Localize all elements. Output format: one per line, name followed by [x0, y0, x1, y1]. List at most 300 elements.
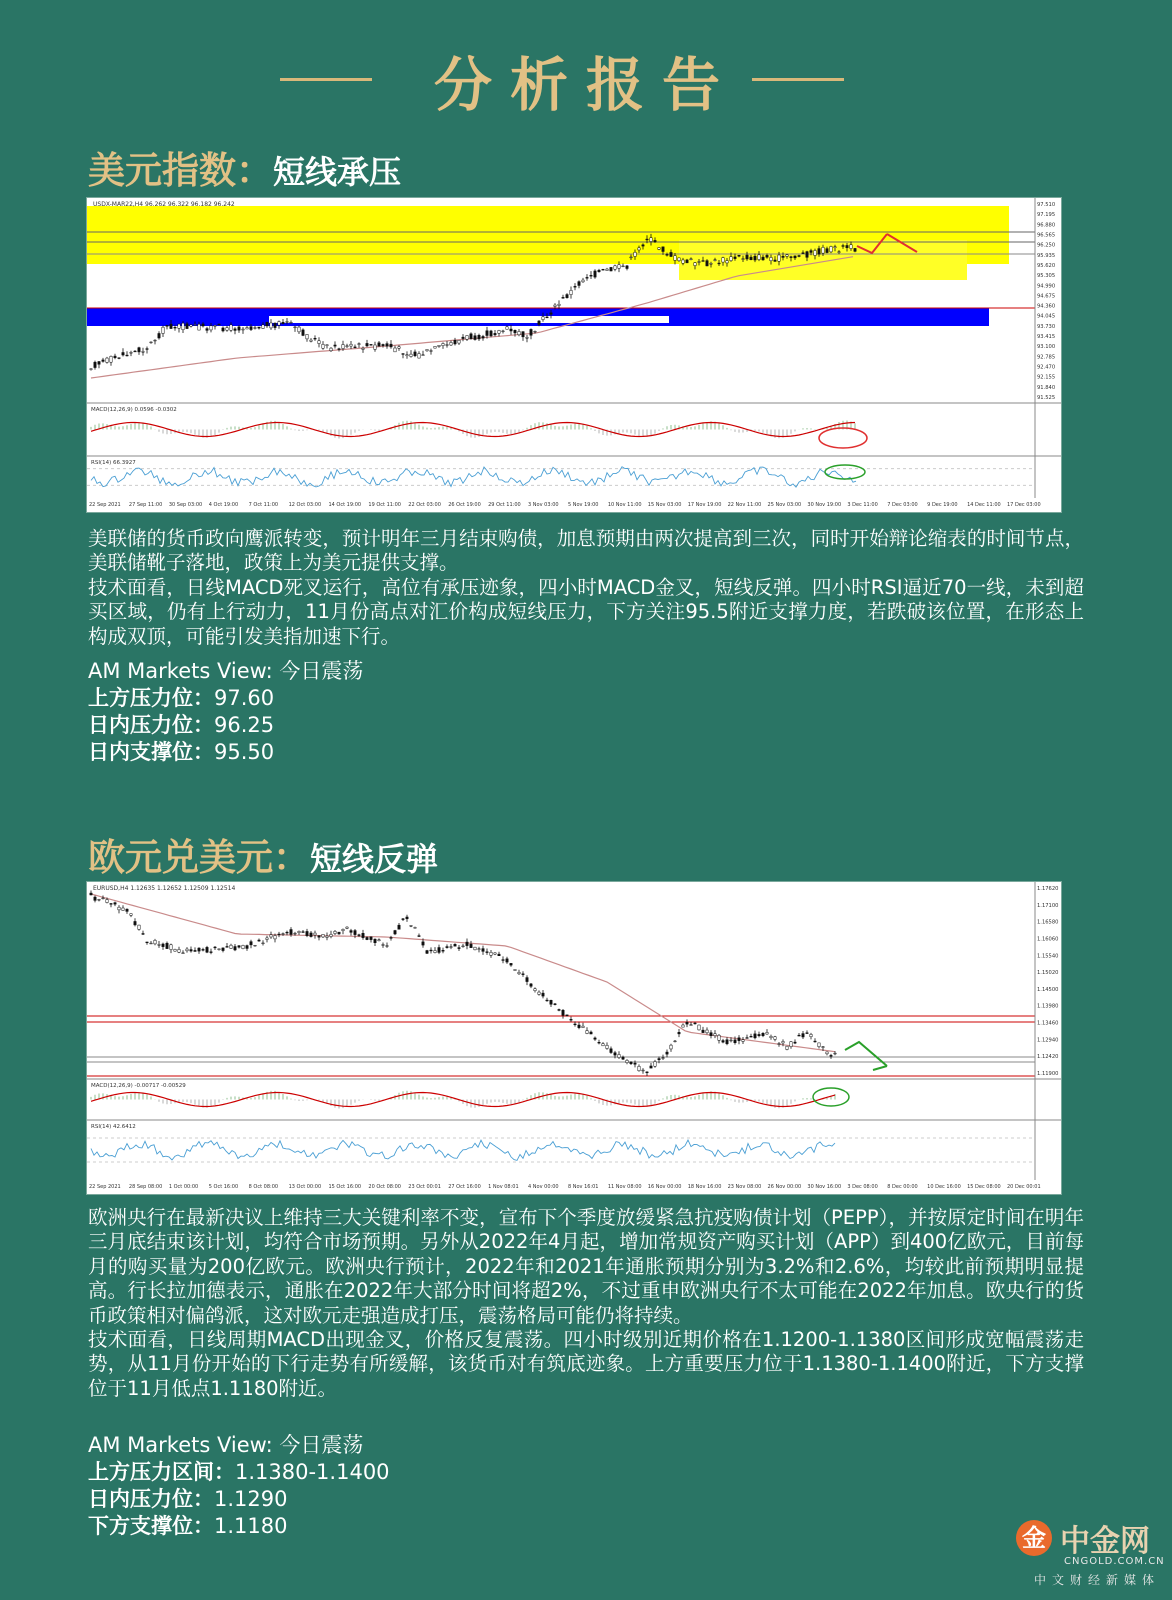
date-tick-label: 12 Oct 03:00	[288, 502, 322, 508]
usd-index-level-row	[88, 712, 363, 739]
candle-body	[202, 949, 204, 950]
candle-body	[486, 331, 488, 336]
candle-body	[458, 948, 460, 949]
rsi-highlight-circle	[825, 465, 865, 479]
eurusd-level-row	[88, 1459, 390, 1486]
candle-body	[262, 325, 264, 329]
date-tick-label: 1 Nov 08:01	[488, 1184, 519, 1190]
date-tick-label: 25 Nov 03:00	[767, 502, 802, 508]
candle-body	[274, 936, 276, 939]
candle-body	[378, 940, 380, 941]
candle-body	[786, 255, 788, 257]
candle-body	[594, 1038, 596, 1039]
date-tick-label: 26 Oct 19:00	[448, 502, 481, 508]
candle-body	[502, 960, 504, 961]
candle-body	[474, 947, 476, 950]
candle-body	[838, 252, 840, 253]
candle-body	[498, 330, 500, 333]
candle-body	[806, 252, 808, 258]
price-tick-label: 1.13460	[1037, 1020, 1059, 1027]
candle-body	[162, 944, 164, 947]
candle-body	[378, 343, 380, 346]
date-tick-label: 20 Dec 00:01	[1007, 1184, 1041, 1190]
candle-body	[654, 240, 656, 241]
candle-body	[670, 252, 672, 256]
candle-body	[554, 1004, 556, 1005]
candle-body	[230, 945, 232, 948]
price-tick-label: 93.415	[1037, 334, 1056, 341]
candle-body	[630, 257, 632, 258]
date-tick-label: 22 Sep 2021	[89, 1184, 121, 1190]
candle-body	[226, 946, 228, 947]
candle-body	[550, 1000, 552, 1004]
level-label: 日内压力位：	[88, 713, 214, 737]
candle-body	[522, 974, 524, 975]
candle-body	[302, 330, 304, 336]
candle-body	[786, 1046, 788, 1049]
candle-body	[738, 1038, 740, 1041]
candle-body	[470, 944, 472, 948]
candle-body	[718, 263, 720, 264]
eurusd-view-heading: AM Markets View: 今日震荡	[88, 1433, 364, 1457]
candle-body	[722, 1041, 724, 1043]
date-tick-label: 3 Nov 03:00	[528, 502, 559, 508]
candle-body	[342, 929, 344, 930]
candle-body	[702, 261, 704, 262]
candle-body	[442, 344, 444, 346]
candle-body	[550, 313, 552, 315]
candle-body	[718, 1035, 720, 1040]
candle-body	[578, 1025, 580, 1028]
candle-body	[478, 335, 480, 339]
candle-body	[526, 337, 528, 338]
candle-body	[530, 329, 532, 335]
rsi-label: RSI(14) 42.6412	[91, 1124, 136, 1130]
candle-body	[686, 1022, 688, 1024]
candle-body	[90, 369, 92, 370]
candle-body	[650, 238, 652, 242]
candle-body	[134, 921, 136, 924]
price-tick-label: 1.11900	[1037, 1071, 1059, 1077]
candle-body	[746, 255, 748, 259]
candle-body	[418, 936, 420, 937]
candle-body	[522, 332, 524, 337]
candle-body	[206, 329, 208, 331]
candle-body	[690, 259, 692, 260]
candle-body	[422, 942, 424, 945]
candle-body	[574, 1024, 576, 1025]
candle-body	[294, 933, 296, 934]
candle-body	[810, 251, 812, 253]
candle-body	[478, 949, 480, 950]
section-title-sub: 短线承压	[273, 153, 402, 191]
candle-body	[638, 248, 640, 250]
candle-body	[626, 1060, 628, 1062]
candle-body	[350, 344, 352, 346]
date-tick-label: 15 Dec 08:00	[967, 1184, 1001, 1190]
level-value: 1.1380-1.1400	[235, 1460, 390, 1484]
candle-body	[386, 344, 388, 346]
candle-body	[102, 898, 104, 899]
candle-body	[566, 1015, 568, 1016]
candle-body	[694, 1023, 696, 1024]
date-tick-label: 3 Dec 08:00	[847, 1184, 878, 1190]
price-tick-label: 1.12420	[1037, 1054, 1059, 1061]
candle-body	[362, 933, 364, 937]
candle-body	[542, 317, 544, 320]
level-value: 97.60	[214, 686, 275, 710]
usd-index-level-row	[88, 739, 363, 766]
candle-body	[322, 934, 324, 937]
candle-body	[710, 263, 712, 264]
candle-body	[770, 1036, 772, 1037]
candle-body	[306, 931, 308, 935]
candle-body	[370, 344, 372, 345]
candle-body	[230, 325, 232, 330]
candle-body	[166, 325, 168, 326]
candle-body	[246, 946, 248, 949]
candle-body	[370, 937, 372, 940]
date-tick-label: 1 Oct 00:00	[168, 1184, 199, 1190]
candle-body	[722, 258, 724, 262]
candle-body	[498, 954, 500, 956]
price-tick-label: 1.15540	[1037, 953, 1059, 960]
candle-body	[122, 908, 124, 910]
price-tick-label: 92.785	[1037, 354, 1056, 361]
date-tick-label: 30 Sep 03:00	[168, 502, 203, 508]
macd-signal-line	[91, 423, 855, 437]
candle-body	[778, 1044, 780, 1045]
candle-body	[850, 245, 852, 249]
date-tick-label: 20 Oct 08:00	[368, 1184, 402, 1190]
candle-body	[650, 1066, 652, 1068]
candle-body	[614, 1053, 616, 1055]
candle-body	[706, 1030, 708, 1033]
candle-body	[694, 263, 696, 266]
candle-body	[482, 949, 484, 952]
candle-body	[586, 1031, 588, 1034]
candle-body	[94, 362, 96, 367]
eurusd-paragraph-1: 欧洲央行在最新决议上维持三大关键利率不变，宣布下个季度放缓紧急抗疫购债计划（PEPP），并按原定时间在明年三月底结束该计划，均符合市场预期。另外从2022年4月起，增加常规资产购买计划（APP）到400亿欧元，目前每月的购买量为200亿欧元。欧洲央行预计，2022年和2021年通胀预期分别为3.2%和2.6%，均较此前预期明显提高。行长拉加德表示，通胀在2022年大部分时间将超2%，不过重申欧洲央行不太可能在2022年加息。欧央行的货币政策相对偏鸽派，这对欧元走强造成打压，震荡格局可能仍将持续。	[88, 1206, 1084, 1327]
candle-body	[626, 266, 628, 269]
price-tick-label: 1.15020	[1037, 970, 1059, 977]
candle-body	[790, 257, 792, 258]
candle-body	[686, 260, 688, 263]
report-title: 分析报告	[433, 51, 738, 119]
price-tick-label: 94.360	[1037, 303, 1056, 310]
candle-body	[146, 349, 148, 350]
candle-body	[374, 939, 376, 943]
candle-body	[430, 950, 432, 951]
candle-body	[798, 256, 800, 257]
price-tick-label: 1.14500	[1037, 986, 1059, 993]
candle-body	[830, 246, 832, 251]
candle-body	[570, 1019, 572, 1020]
candle-body	[602, 1044, 604, 1046]
level-label: 日内压力位：	[88, 1487, 214, 1511]
candle-body	[706, 261, 708, 266]
candle-body	[210, 326, 212, 330]
date-tick-label: 30 Nov 19:00	[807, 502, 842, 508]
candle-body	[318, 936, 320, 938]
candle-body	[846, 245, 848, 247]
candle-body	[426, 349, 428, 350]
price-tick-label: 92.155	[1037, 374, 1056, 381]
candle-body	[742, 1040, 744, 1042]
candle-body	[602, 269, 604, 270]
candle-body	[374, 345, 376, 349]
chart-header-label: USDX-MAR22,H4 96.262 96.322 96.182 96.242	[93, 201, 235, 208]
candle-body	[714, 1034, 716, 1036]
candle-body	[302, 932, 304, 933]
candle-body	[242, 329, 244, 330]
candle-body	[630, 1062, 632, 1064]
date-tick-label: 8 Nov 16:01	[567, 1184, 599, 1190]
candle-body	[782, 256, 784, 257]
candle-body	[606, 269, 608, 270]
candle-body	[294, 327, 296, 328]
candle-body	[514, 330, 516, 333]
candle-body	[770, 257, 772, 260]
candle-body	[558, 1009, 560, 1010]
candle-body	[526, 978, 528, 982]
candle-body	[642, 1070, 644, 1071]
candle-body	[254, 328, 256, 329]
candle-body	[734, 1040, 736, 1043]
candle-body	[466, 942, 468, 946]
rsi-label: RSI(14) 66.3927	[91, 460, 136, 466]
candle-body	[642, 245, 644, 246]
candle-body	[162, 327, 164, 333]
cngold-logo-tagline: 中文财经新媒体	[1034, 1573, 1161, 1587]
candle-body	[134, 351, 136, 352]
candle-body	[754, 256, 756, 260]
candle-body	[578, 282, 580, 286]
candle-body	[114, 903, 116, 904]
eurusd-chart	[86, 881, 1062, 1195]
candle-body	[462, 946, 464, 947]
candle-body	[506, 959, 508, 962]
candle-body	[638, 1066, 640, 1070]
candle-body	[98, 362, 100, 365]
candle-body	[98, 899, 100, 900]
candle-body	[258, 327, 260, 328]
candle-body	[282, 934, 284, 935]
candle-body	[514, 969, 516, 970]
candle-body	[258, 940, 260, 941]
candle-body	[90, 893, 92, 895]
candle-body	[154, 340, 156, 341]
candle-body	[822, 247, 824, 253]
level-label: 上方压力区间：	[88, 1460, 235, 1484]
candle-body	[366, 343, 368, 345]
date-tick-label: 15 Oct 16:00	[328, 1184, 362, 1190]
level-label: 日内支撑位：	[88, 740, 214, 764]
candle-body	[262, 943, 264, 944]
candle-body	[318, 341, 320, 344]
candle-body	[182, 323, 184, 330]
candle-body	[762, 1033, 764, 1035]
section-title-sub: 短线反弹	[310, 840, 439, 878]
candle-body	[434, 950, 436, 952]
candle-body	[570, 290, 572, 294]
date-tick-label: 16 Nov 00:00	[647, 1184, 682, 1190]
candle-body	[774, 260, 776, 261]
candle-body	[198, 324, 200, 330]
candle-body	[682, 1025, 684, 1027]
candle-body	[662, 1058, 664, 1059]
candle-body	[194, 950, 196, 951]
eurusd-view	[88, 1432, 390, 1540]
candle-body	[682, 260, 684, 263]
candle-body	[714, 260, 716, 261]
candle-body	[270, 323, 272, 328]
candle-body	[238, 327, 240, 330]
candle-body	[238, 946, 240, 948]
candle-body	[194, 325, 196, 326]
candle-body	[330, 934, 332, 936]
date-tick-label: 7 Dec 03:00	[887, 502, 918, 508]
price-tick-label: 91.525	[1037, 395, 1056, 401]
candle-body	[106, 358, 108, 362]
candle-body	[110, 356, 112, 362]
date-tick-label: 23 Oct 00:01	[408, 1184, 441, 1190]
candle-body	[442, 950, 444, 951]
macd-label: MACD(12,26,9) 0.0596 -0.0302	[91, 407, 177, 413]
candle-body	[794, 1042, 796, 1043]
level-label: 上方压力位：	[88, 686, 214, 710]
candle-body	[566, 295, 568, 298]
candle-body	[742, 259, 744, 260]
candle-body	[170, 945, 172, 950]
date-tick-label: 14 Oct 19:00	[328, 502, 362, 508]
price-tick-label: 94.990	[1037, 283, 1056, 290]
candle-body	[814, 250, 816, 255]
candle-body	[282, 322, 284, 323]
candle-body	[750, 1036, 752, 1037]
candle-body	[170, 324, 172, 328]
candle-body	[310, 933, 312, 937]
candle-body	[434, 346, 436, 348]
candle-body	[334, 345, 336, 346]
candle-body	[474, 336, 476, 340]
section-title-eurusd	[88, 827, 438, 881]
level-value: 95.50	[214, 740, 275, 764]
candle-body	[674, 1041, 676, 1042]
price-tick-label: 91.840	[1037, 384, 1056, 391]
candle-body	[346, 346, 348, 347]
candle-body	[826, 249, 828, 253]
candle-body	[314, 933, 316, 935]
candle-body	[774, 1037, 776, 1040]
candle-body	[202, 324, 204, 326]
candle-body	[182, 953, 184, 954]
date-tick-label: 22 Sep 2021	[89, 502, 121, 508]
usd-index-chart-svg	[87, 198, 1061, 512]
candle-body	[138, 925, 140, 929]
candle-body	[502, 331, 504, 332]
candle-body	[646, 1072, 648, 1073]
candle-body	[658, 1059, 660, 1060]
price-tick-label: 97.195	[1037, 212, 1056, 219]
candle-body	[734, 257, 736, 259]
candle-body	[410, 354, 412, 356]
candle-body	[122, 352, 124, 355]
section-title-main: 美元指数：	[88, 149, 273, 192]
candle-body	[158, 945, 160, 946]
candle-body	[618, 1054, 620, 1057]
candle-body	[270, 935, 272, 937]
price-tick-label: 1.17620	[1037, 886, 1059, 892]
candle-body	[362, 348, 364, 349]
candle-body	[802, 253, 804, 254]
candle-body	[154, 940, 156, 944]
candle-body	[438, 345, 440, 346]
candle-body	[454, 340, 456, 344]
price-tick-label: 95.935	[1037, 252, 1056, 259]
date-tick-label: 7 Oct 11:00	[248, 502, 279, 508]
candle-body	[310, 340, 312, 341]
candle-body	[854, 248, 856, 251]
candle-body	[726, 1040, 728, 1044]
candle-body	[538, 992, 540, 994]
candle-body	[598, 1042, 600, 1043]
candle-body	[118, 907, 120, 910]
candle-body	[470, 334, 472, 339]
candle-body	[246, 328, 248, 329]
candle-body	[166, 943, 168, 948]
candle-body	[590, 275, 592, 276]
candle-body	[394, 348, 396, 352]
candle-body	[834, 1053, 836, 1054]
price-tick-label: 94.045	[1037, 313, 1056, 320]
date-tick-label: 23 Nov 08:00	[727, 1184, 762, 1190]
candle-body	[426, 951, 428, 954]
price-tick-label: 1.16060	[1037, 936, 1059, 943]
eurusd-analysis	[88, 1206, 1084, 1401]
candle-body	[338, 932, 340, 934]
candle-body	[218, 324, 220, 325]
candle-body	[674, 256, 676, 261]
price-zone	[269, 316, 669, 323]
price-tick-label: 1.17100	[1037, 902, 1059, 909]
candle-body	[798, 1035, 800, 1036]
candle-body	[410, 925, 412, 926]
candle-body	[730, 257, 732, 261]
usd-index-level-row	[88, 685, 363, 712]
date-tick-label: 3 Dec 11:00	[847, 502, 878, 508]
date-tick-label: 4 Nov 00:00	[528, 1184, 559, 1190]
candle-body	[130, 352, 132, 353]
candle-body	[114, 356, 116, 358]
candle-body	[266, 322, 268, 326]
candle-body	[118, 358, 120, 359]
candle-body	[402, 919, 404, 920]
candle-body	[678, 258, 680, 261]
candle-body	[654, 1062, 656, 1067]
price-tick-label: 1.12940	[1037, 1037, 1059, 1044]
candle-body	[234, 329, 236, 331]
date-tick-label: 13 Oct 00:00	[288, 1184, 322, 1190]
candle-body	[390, 344, 392, 347]
candle-body	[562, 297, 564, 298]
candle-body	[290, 930, 292, 935]
date-tick-label: 29 Oct 11:00	[488, 502, 521, 508]
date-tick-label: 18 Nov 16:00	[687, 1184, 722, 1190]
candle-body	[546, 1000, 548, 1001]
candle-body	[126, 909, 128, 911]
candle-body	[842, 246, 844, 247]
